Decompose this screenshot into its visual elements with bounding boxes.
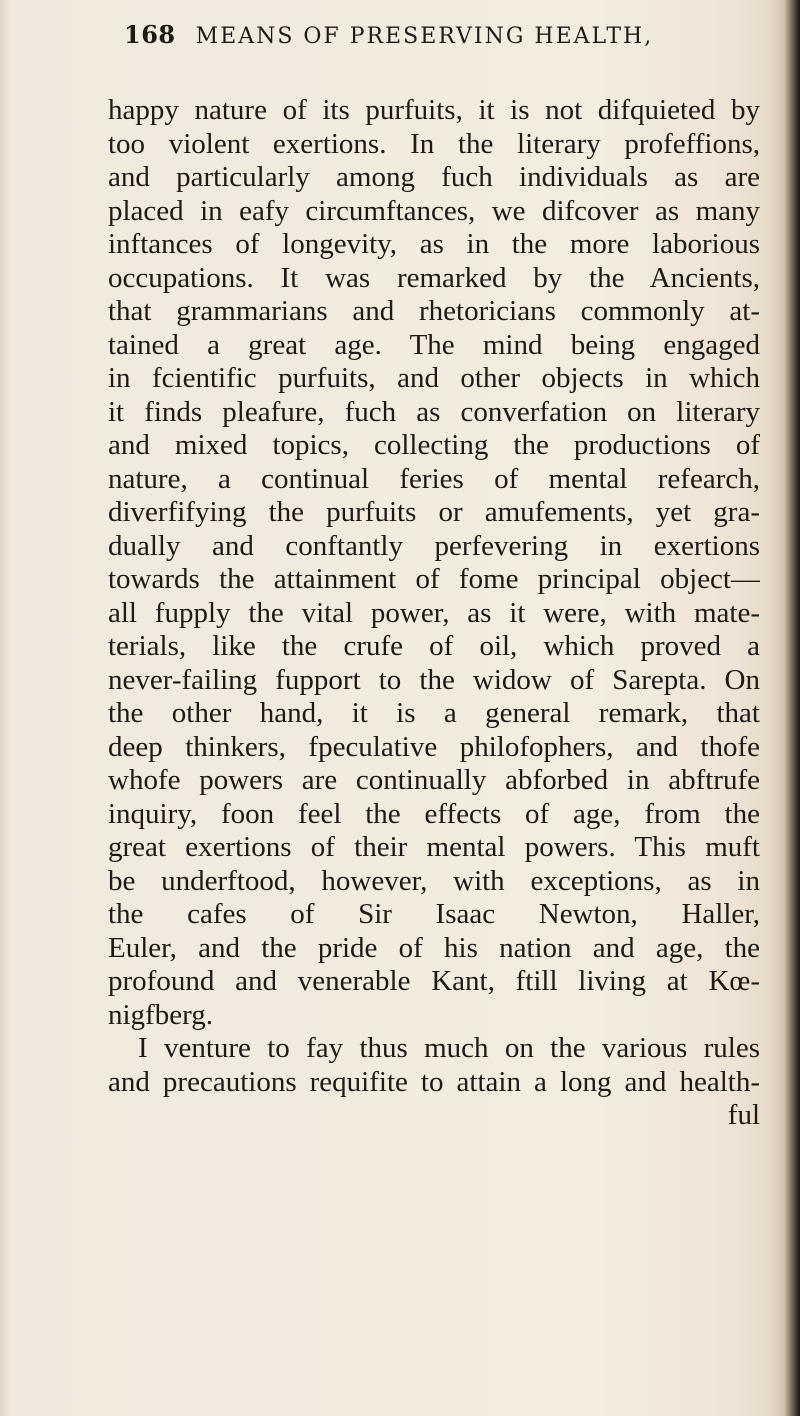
text-line: great exertions of their mental powers. This muft (108, 831, 760, 863)
text-line: I venture to fay thus much on the various rules (138, 1032, 760, 1064)
page-header (124, 20, 684, 60)
text-line: the other hand, it is a general remark, that (108, 697, 760, 729)
text-line: tained a great age. The mind being engaged (108, 328, 760, 361)
text-line: nigfberg. (108, 998, 213, 1031)
text-line: towards the attainment of fome principal object— (108, 563, 760, 595)
text-line: Euler, and the pride of his nation and age, the (108, 931, 760, 964)
page-number: 168 (124, 20, 176, 49)
running-head: MEANS OF PRESERVING HEALTH, (195, 24, 654, 49)
text-line: and precautions requifite to attain a long and health- (108, 1065, 760, 1098)
text-line: placed in eafy circumftances, we difcover as many (108, 194, 760, 227)
text-line: the cafes of Sir Isaac Newton, Haller, (108, 898, 760, 930)
page-binding-shadow (774, 0, 800, 1416)
text-line: dually and conftantly perfevering in exertions (108, 529, 760, 562)
text-line: and particularly among fuch individuals as are (108, 161, 760, 193)
text-line: diverfifying the purfuits or amufements, yet gra- (108, 496, 760, 528)
text-line: inftances of longevity, as in the more laborious (108, 228, 760, 260)
text-line: inquiry, foon feel the effects of age, from the (108, 797, 760, 830)
text-line: terials, like the crufe of oil, which proved a (108, 630, 760, 662)
text-line: deep thinkers, fpeculative philofophers, and thofe (108, 730, 760, 763)
catchword: ful (727, 1099, 760, 1131)
text-line: all fupply the vital power, as it were, with mate- (108, 596, 760, 629)
text-line: and mixed topics, collecting the productions of (108, 429, 760, 461)
page-left-shadow (0, 0, 10, 1416)
text-line: whofe powers are continually abforbed in abftrufe (108, 764, 760, 796)
text-line: too violent exertions. In the literary profeffions, (108, 127, 760, 160)
text-line: it finds pleafure, fuch as converfation on literary (108, 395, 760, 428)
body-text (108, 94, 760, 1133)
text-line: never-failing fupport to the widow of Sarepta. On (108, 663, 760, 696)
text-line: happy nature of its purfuits, it is not difquieted by (108, 94, 760, 126)
text-line: nature, a continual feries of mental refearch, (108, 462, 760, 495)
text-line: in fcientific purfuits, and other objects in which (108, 362, 760, 394)
text-line: occupations. It was remarked by the Ancients, (108, 261, 760, 294)
text-line: be underftood, however, with exceptions, as in (108, 864, 760, 897)
text-line: profound and venerable Kant, ftill living at Kœ- (108, 965, 760, 997)
text-line: that grammarians and rhetoricians commonly at- (108, 295, 760, 327)
